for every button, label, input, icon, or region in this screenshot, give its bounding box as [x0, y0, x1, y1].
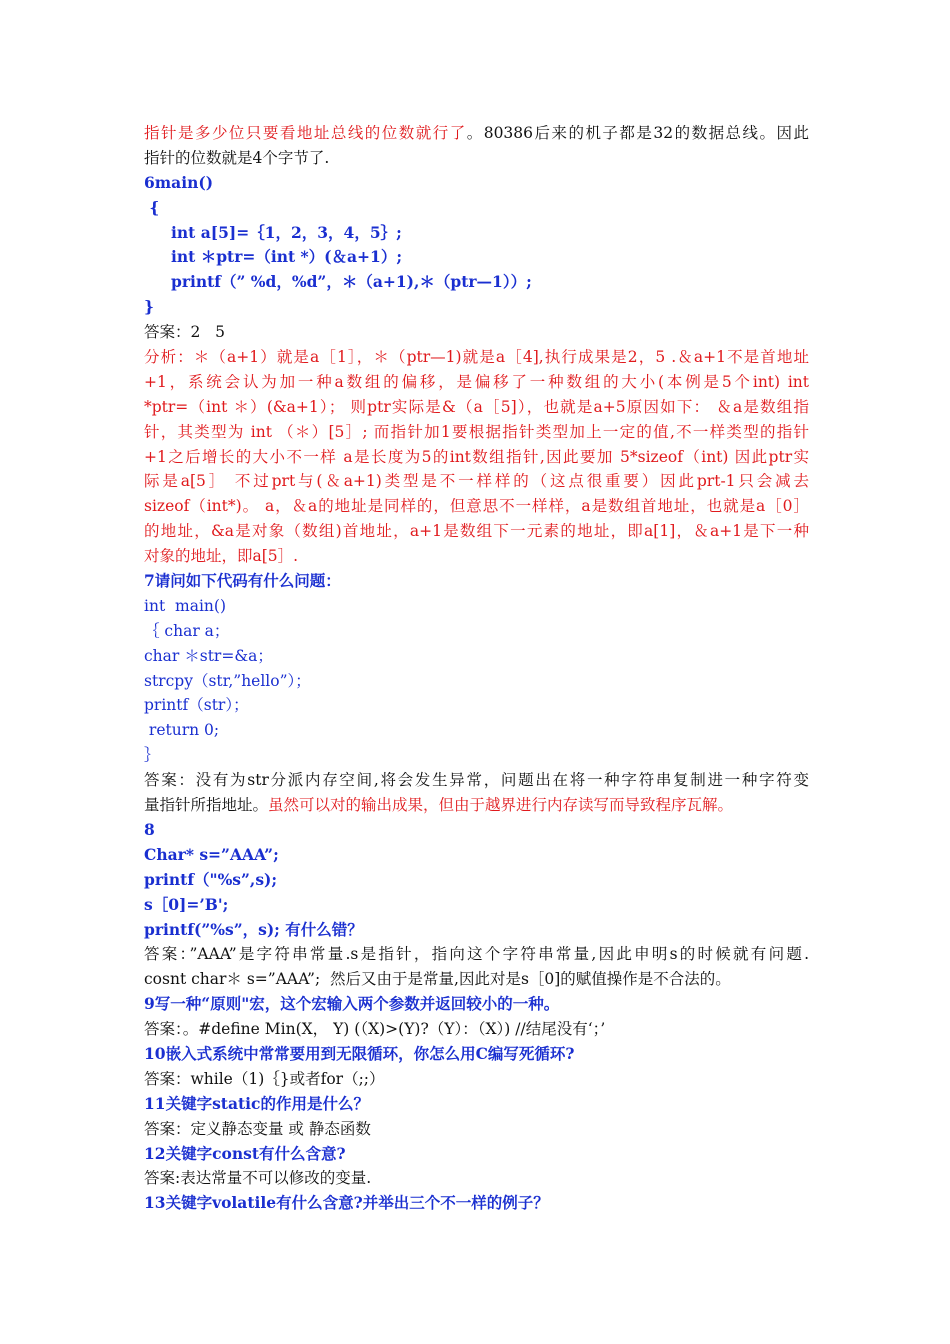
text-line — [144, 743, 809, 768]
text-segment: 13关键字volatile有什么含意?并举出三个不一样的例子？ — [144, 1193, 549, 1213]
text-line — [144, 1042, 809, 1067]
text-line — [144, 1117, 809, 1142]
text-segment: 答案：while（1)｛}或者for（;;） — [144, 1069, 385, 1088]
text-segment: *ptr=（int ＊）(&a+1）； 则ptr实际是&（a［5]），也就是a+5原因如下： ＆a是数组指 — [144, 397, 809, 416]
text-segment: 对象的地址，即a[5］. — [144, 547, 299, 566]
text-line — [144, 171, 809, 196]
text-segment: 虽然可以对的输出成果，但由于越界进行内存读写而导致程序瓦解。 — [268, 796, 734, 815]
text-line — [144, 1017, 809, 1042]
text-segment: 际是a[5］ 不过prt与(＆a+1)类型是不一样样的（这点很重要）因此prt-1只会减去 — [144, 472, 809, 491]
text-line — [144, 669, 809, 694]
text-segment: } — [144, 297, 154, 317]
text-segment: ｛ char a； — [144, 621, 230, 640]
text-line — [144, 420, 809, 445]
text-line — [144, 320, 809, 345]
text-segment: Char* s=”AAA”; — [144, 844, 279, 864]
text-line — [144, 544, 809, 569]
text-segment: 分析：＊（a+1）就是a［1］，＊（ptr—1)就是a［4],执行成果是2，5 .＆a+1不是首地址 — [144, 348, 809, 367]
text-segment: int ＊ptr=（int *）(＆a+1）; — [144, 247, 403, 267]
text-line — [144, 221, 809, 246]
text-line — [144, 395, 809, 420]
text-line — [144, 1142, 809, 1167]
text-segment: 8 — [144, 819, 155, 839]
text-line — [144, 295, 809, 320]
text-line — [144, 942, 809, 967]
document-page — [144, 121, 809, 1216]
text-segment: 9写一种“原则"宏，这个宏输入两个参数并返回较小的一种。 — [144, 994, 560, 1014]
text-segment: printf（"%s”,s); — [144, 869, 278, 889]
text-segment: 10嵌入式系统中常常要用到无限循环，你怎么用C编写死循环? — [144, 1043, 575, 1063]
text-segment: 指针的位数就是4个字节了. — [144, 148, 330, 167]
text-segment: 。80386后来的机子都是32的数据总线。因此 — [466, 124, 809, 142]
text-line — [144, 619, 809, 644]
text-segment: 7请问如下代码有什么问题： — [144, 571, 341, 591]
text-segment: 答案:表达常量不可以修改的变量. — [144, 1169, 372, 1188]
text-line — [144, 967, 809, 992]
text-line — [144, 494, 809, 519]
text-segment: sizeof（int*)。 a，＆a的地址是同样的，但意思不一样样，a是数组首地址，也就是a［0］ — [144, 497, 809, 516]
text-line — [144, 245, 809, 270]
text-segment: 12关键字const有什么含意? — [144, 1143, 346, 1163]
text-segment: int a[5]=｛1，2，3，4，5｝; — [144, 222, 402, 242]
text-line — [144, 1191, 809, 1216]
text-segment: cosnt char＊ s=”AAA”; 然后又由于是常量,因此对是s［0]的赋值操作是不合法的。 — [144, 970, 731, 989]
text-line — [144, 818, 809, 843]
text-line — [144, 121, 809, 146]
text-line — [144, 868, 809, 893]
text-line — [144, 1067, 809, 1092]
text-segment: 6main() — [144, 172, 214, 192]
text-segment: printf（str）； — [144, 696, 249, 715]
text-segment: 答案：没有为str分派内存空间,将会发生异常，问题出在将一种字符串复制进一种字符变 — [144, 771, 809, 790]
text-line — [144, 569, 809, 594]
text-line — [144, 793, 809, 818]
text-line — [144, 1092, 809, 1117]
text-line — [144, 196, 809, 221]
text-segment: +1之后增长的大小不一样 a是长度为5的int数组指针,因此要加 5*sizeof（int) 因此ptr实 — [144, 447, 809, 466]
text-line — [144, 270, 809, 295]
text-segment: 答案：定义静态变量 或 静态函数 — [144, 1119, 371, 1138]
text-segment: ｝ — [144, 746, 160, 765]
text-line — [144, 693, 809, 718]
text-segment: printf(”%s”，s); 有什么错？ — [144, 919, 363, 939]
text-segment: +1，系统会认为加一种a数组的偏移，是偏移了一种数组的大小(本例是5个int) int — [144, 372, 809, 391]
text-segment: 指针是多少位只要看地址总线的位数就行了 — [144, 124, 467, 142]
text-line — [144, 918, 809, 943]
text-line — [144, 469, 809, 494]
text-line — [144, 345, 809, 370]
text-line — [144, 594, 809, 619]
text-segment: strcpy（str,”hello”）； — [144, 671, 311, 690]
text-segment: return 0; — [144, 721, 220, 740]
text-line — [144, 992, 809, 1017]
text-segment: 答案：2 5 — [144, 323, 226, 342]
text-segment: 答案：。#define Min(X， Y) (（X)>(Y)?（Y）：（X）) //结尾没有‘；’ — [144, 1020, 606, 1039]
text-segment: { — [144, 197, 160, 217]
text-segment: 的地址，&a是对象（数组)首地址，a+1是数组下一元素的地址，即a[1]，＆a+1是下一种 — [144, 522, 809, 541]
text-segment: int main() — [144, 596, 226, 615]
text-line — [144, 445, 809, 470]
text-segment: s［0]=’B'; — [144, 894, 229, 914]
text-segment: 量指针所指地址。 — [144, 796, 269, 815]
text-segment: char ＊str=&a； — [144, 646, 273, 665]
text-line — [144, 768, 809, 793]
text-line — [144, 843, 809, 868]
text-line — [144, 370, 809, 395]
text-segment: 针，其类型为 int （＊）[5］; 而指针加1要根据指针类型加上一定的值,不一样类型的指针 — [144, 422, 809, 441]
text-line — [144, 718, 809, 743]
text-segment: printf（” %d，%d”，＊（a+1),＊（ptr—1））; — [144, 272, 532, 292]
text-line — [144, 1166, 809, 1191]
text-segment: 答案：”AAA”是字符串常量.s是指针，指向这个字符串常量,因此申明s的时候就有问题. — [144, 945, 809, 964]
text-line — [144, 644, 809, 669]
text-line — [144, 146, 809, 171]
text-line — [144, 519, 809, 544]
text-line — [144, 893, 809, 918]
text-segment: 11关键字static的作用是什么？ — [144, 1093, 369, 1113]
